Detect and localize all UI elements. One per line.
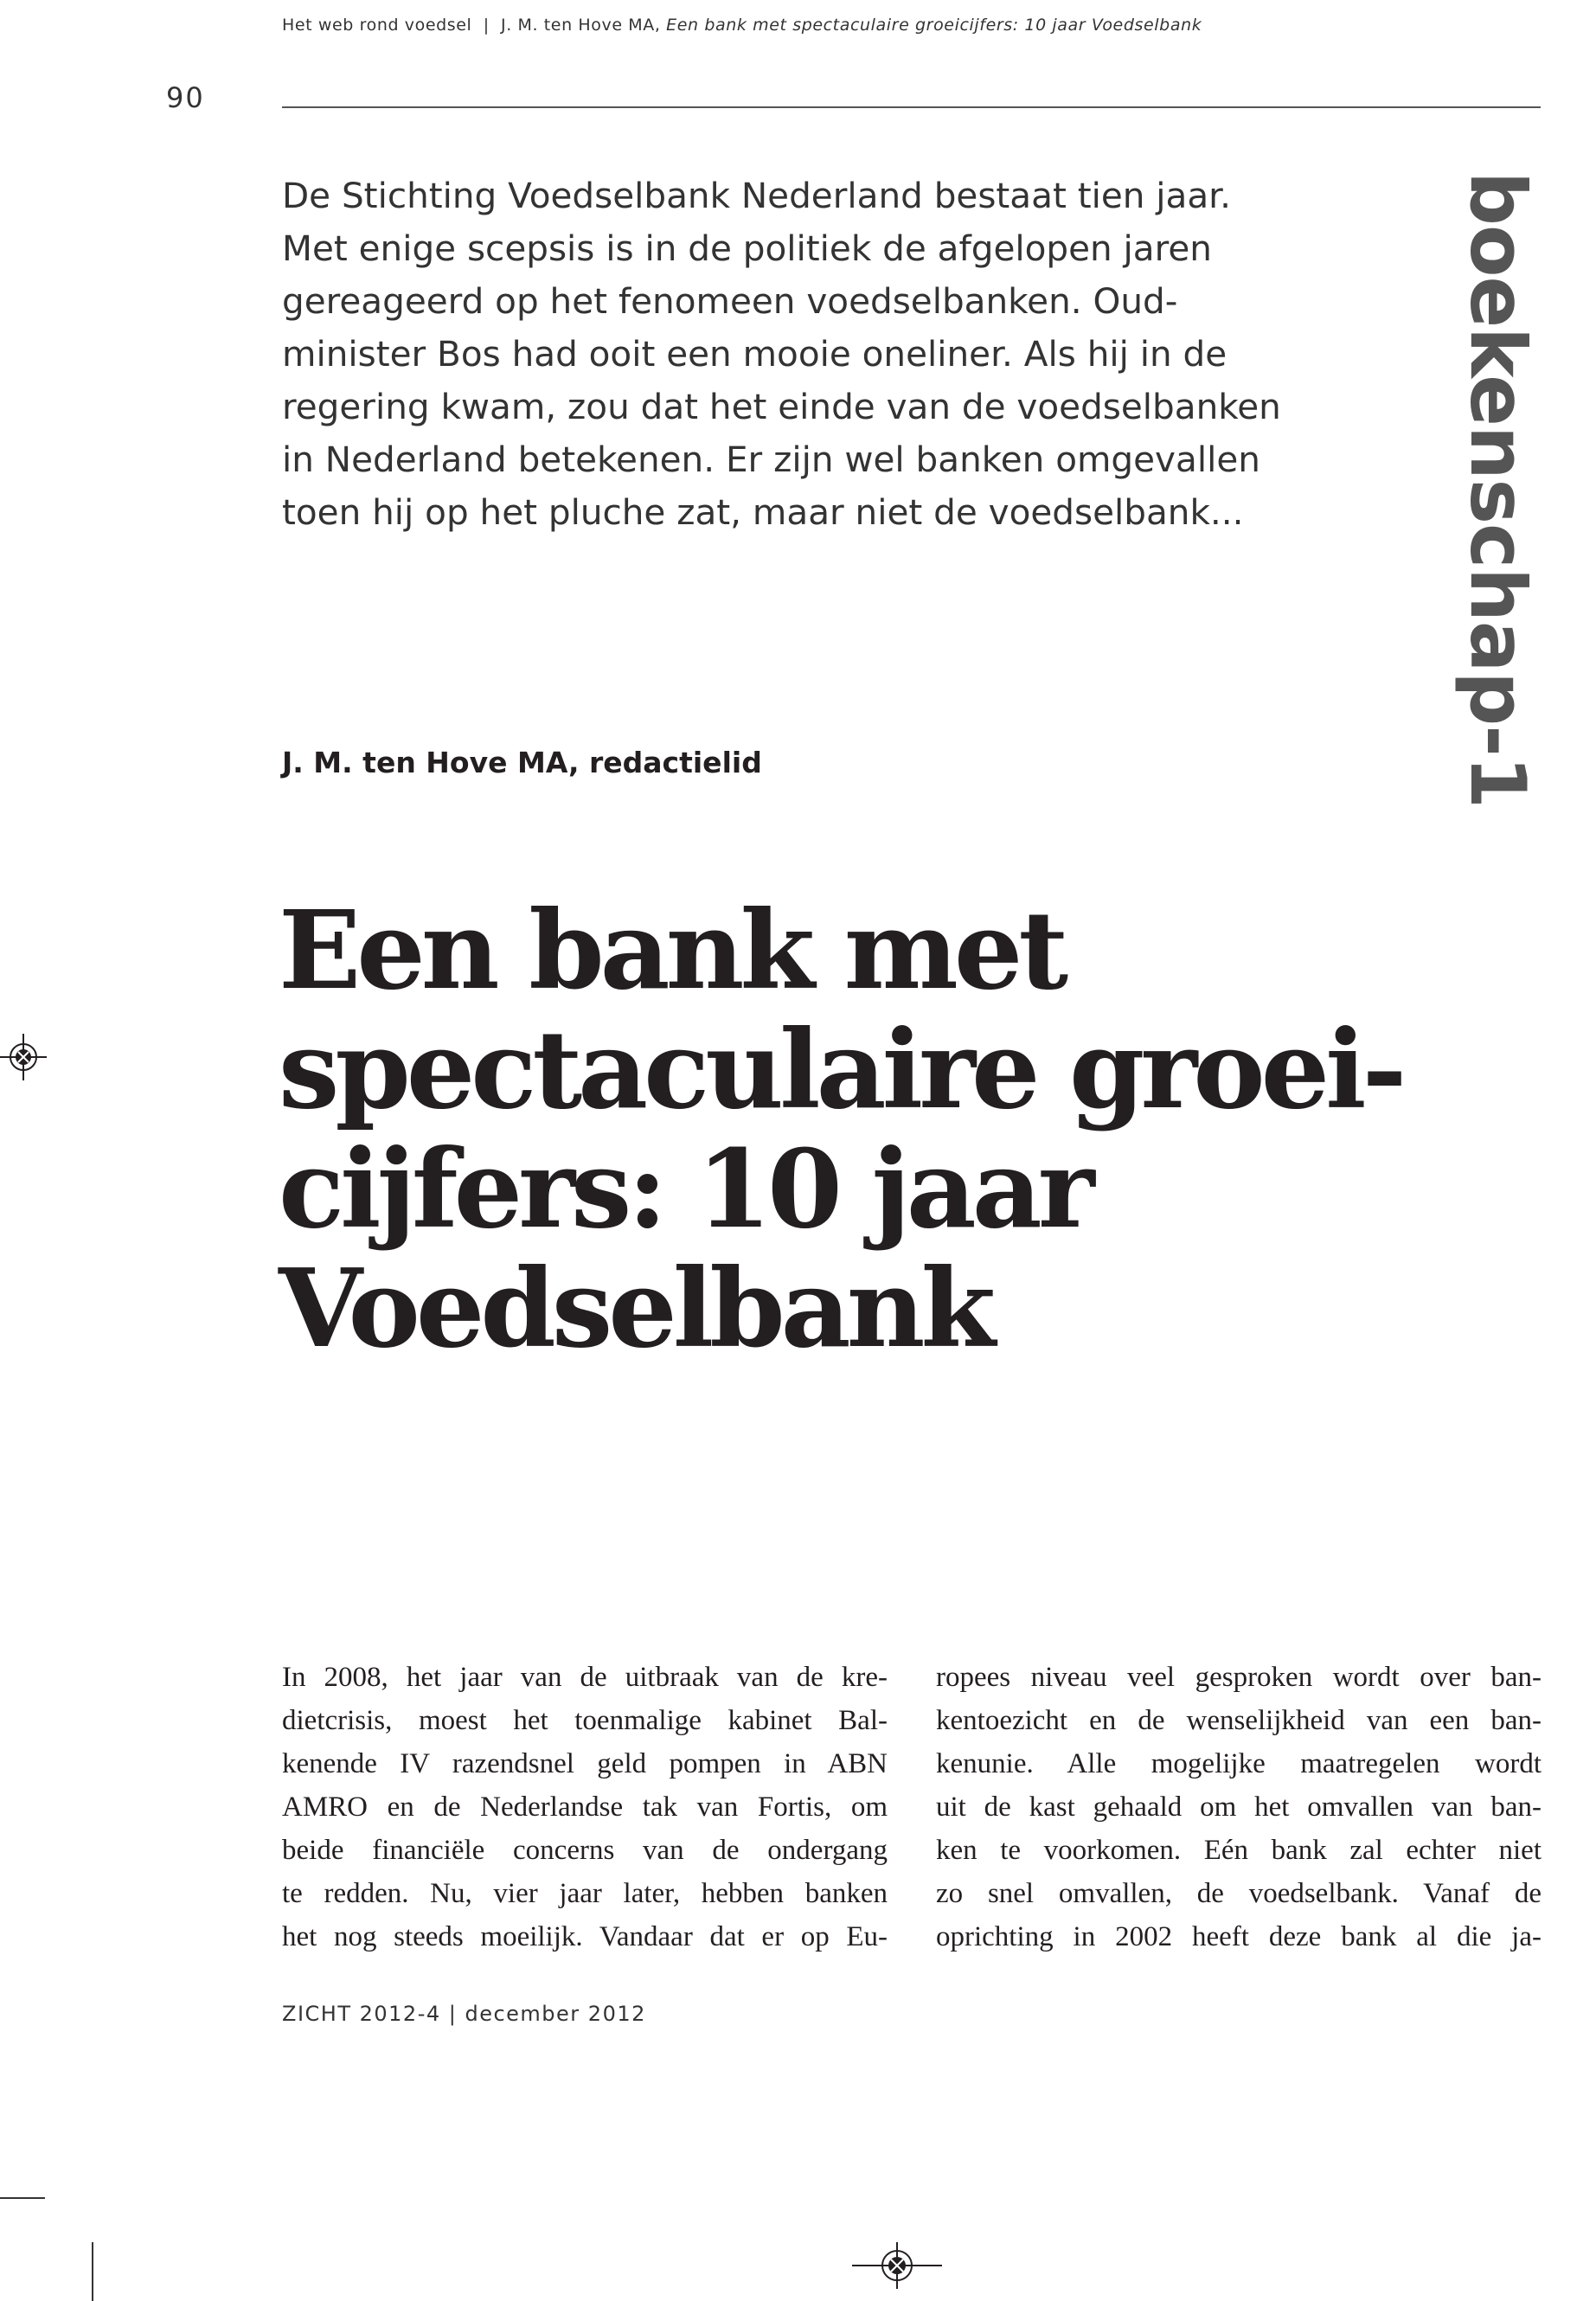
body-line: het nog steeds moeilijk. Vandaar dat er op Eu- xyxy=(282,1921,888,1952)
body-line: beide financiële concerns van de ondergang xyxy=(282,1835,888,1866)
body-column-left xyxy=(282,1656,888,1958)
page-number: 90 xyxy=(166,81,205,114)
body-line: uit de kast gehaald om het omvallen van ban- xyxy=(936,1791,1542,1823)
body-line: oprichting in 2002 heeft deze bank al die ja- xyxy=(936,1921,1542,1952)
body-line: kenunie. Alle mogelijke maatregelen wordt xyxy=(936,1748,1542,1779)
running-head-prefix: Het web rond voedsel | J. M. ten Hove MA, xyxy=(282,16,667,35)
intro-line: gereageerd op het fenomeen voedselbanken. Oud- xyxy=(282,280,1178,322)
body-column-right xyxy=(936,1656,1542,1958)
body-line: AMRO en de Nederlandse tak van Fortis, om xyxy=(282,1791,888,1823)
intro-line: toen hij op het pluche zat, maar niet de voedselbank... xyxy=(282,491,1244,533)
intro-lead xyxy=(282,170,1281,539)
footer: ZICHT 2012-4 | december 2012 xyxy=(282,2002,646,2026)
section-label: boekenschap-1 xyxy=(1453,171,1542,808)
registration-mark-left-icon xyxy=(0,1034,47,1080)
headline-line: Een bank met xyxy=(279,888,1065,1014)
body-line: zo snel omvallen, de voedselbank. Vanaf de xyxy=(936,1878,1542,1909)
running-head-title: Een bank met spectaculaire groeicijfers: 10 jaar Voedselbank xyxy=(666,16,1202,35)
body-line: te redden. Nu, vier jaar later, hebben banken xyxy=(282,1878,888,1909)
headline-line: Voedselbank xyxy=(279,1246,992,1372)
body-line: ropees niveau veel gesproken wordt over ban- xyxy=(936,1662,1542,1693)
registration-mark-bottom-icon xyxy=(852,2242,942,2289)
crop-mark-horizontal xyxy=(0,2197,45,2199)
body-line: In 2008, het jaar van de uitbraak van de kre- xyxy=(282,1662,888,1693)
article-headline xyxy=(279,888,1490,1372)
intro-line: De Stichting Voedselbank Nederland bestaat tien jaar. xyxy=(282,175,1231,216)
body-line: kenende IV razendsnel geld pompen in ABN xyxy=(282,1748,888,1779)
headline-line: cijfers: 10 jaar xyxy=(279,1126,1091,1253)
running-head xyxy=(282,16,1536,35)
body-line: dietcrisis, moest het toenmalige kabinet Bal- xyxy=(282,1705,888,1736)
intro-line: minister Bos had ooit een mooie oneliner. Als hij in de xyxy=(282,333,1227,375)
body-line: kentoezicht en de wenselijkheid van een ban- xyxy=(936,1705,1542,1736)
intro-line: regering kwam, zou dat het einde van de voedselbanken xyxy=(282,386,1281,427)
intro-line: Met enige scepsis is in de politiek de afgelopen jaren xyxy=(282,228,1212,269)
body-line: ken te voorkomen. Eén bank zal echter niet xyxy=(936,1835,1542,1866)
headline-line: spectaculaire groei- xyxy=(279,1007,1403,1133)
byline: J. M. ten Hove MA, redactielid xyxy=(282,746,762,779)
crop-mark-vertical xyxy=(92,2242,93,2301)
intro-line: in Nederland betekenen. Er zijn wel banken omgevallen xyxy=(282,439,1260,480)
top-rule xyxy=(282,106,1541,108)
